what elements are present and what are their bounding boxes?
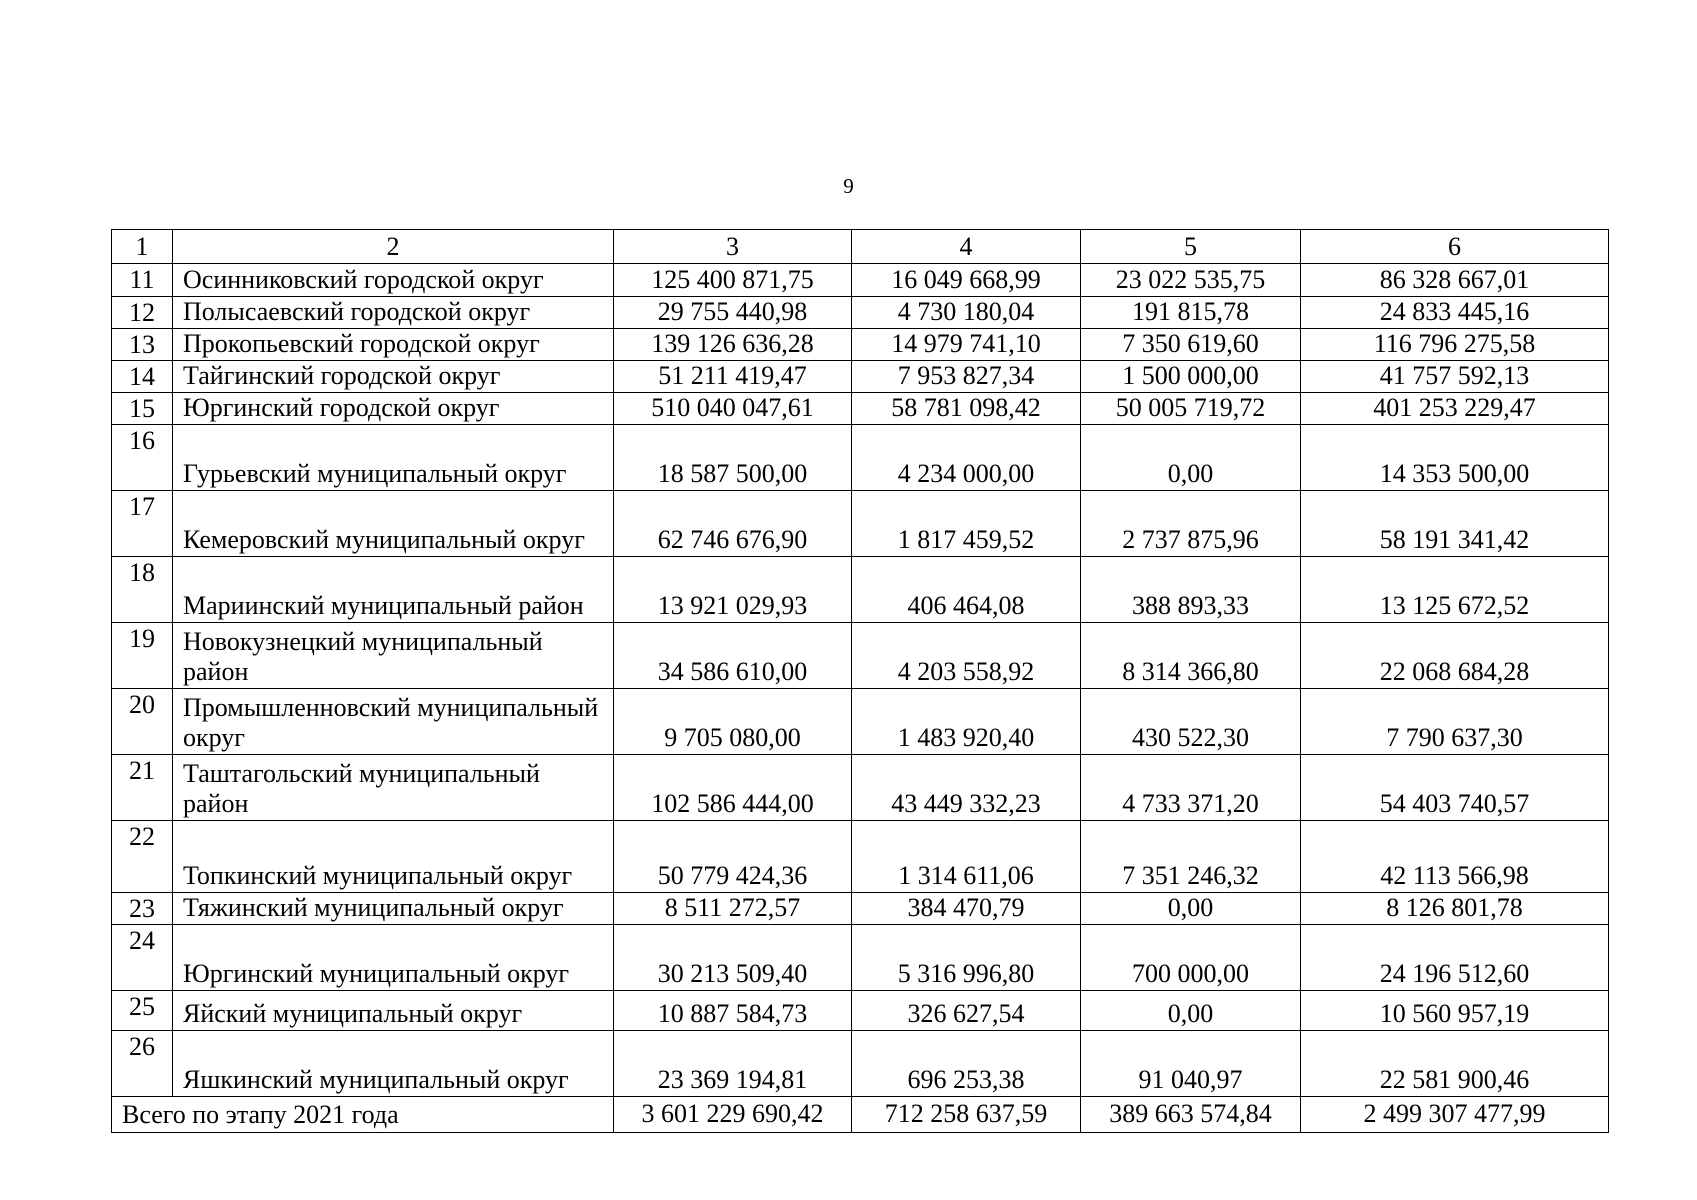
table-row [112, 557, 1609, 623]
table-body [112, 230, 1609, 1133]
value-col-4: 384 470,79 [852, 893, 1081, 925]
value-col-5: 4 733 371,20 [1081, 755, 1301, 821]
value-col-4: 326 627,54 [852, 991, 1081, 1031]
municipality-name: Юргинский муниципальный округ [173, 925, 614, 991]
value-col-3: 23 369 194,81 [614, 1031, 852, 1097]
table-row [112, 689, 1609, 755]
total-value-col-5: 389 663 574,84 [1081, 1097, 1301, 1133]
row-number: 18 [112, 557, 173, 623]
value-col-6: 58 191 341,42 [1301, 491, 1609, 557]
value-col-6: 14 353 500,00 [1301, 425, 1609, 491]
value-col-5: 0,00 [1081, 425, 1301, 491]
table-row [112, 361, 1609, 393]
row-number: 23 [112, 893, 173, 925]
municipality-name: Тяжинский муниципальный округ [173, 893, 614, 925]
value-col-3: 62 746 676,90 [614, 491, 852, 557]
value-col-4: 1 817 459,52 [852, 491, 1081, 557]
total-value-col-3: 3 601 229 690,42 [614, 1097, 852, 1133]
page-number: 9 [843, 174, 854, 198]
table-row [112, 329, 1609, 361]
header-row [112, 230, 1609, 264]
value-col-4: 5 316 996,80 [852, 925, 1081, 991]
value-col-5: 388 893,33 [1081, 557, 1301, 623]
value-col-3: 10 887 584,73 [614, 991, 852, 1031]
municipality-name: Топкинский муниципальный округ [173, 821, 614, 893]
header-cell-4: 4 [852, 230, 1081, 264]
row-number: 17 [112, 491, 173, 557]
value-col-5: 8 314 366,80 [1081, 623, 1301, 689]
row-number: 21 [112, 755, 173, 821]
municipality-name: Таштагольский муниципальный район [173, 755, 614, 821]
value-col-3: 18 587 500,00 [614, 425, 852, 491]
value-col-4: 1 483 920,40 [852, 689, 1081, 755]
value-col-4: 43 449 332,23 [852, 755, 1081, 821]
municipality-name: Яйский муниципальный округ [173, 991, 614, 1031]
value-col-4: 406 464,08 [852, 557, 1081, 623]
value-col-5: 430 522,30 [1081, 689, 1301, 755]
value-col-6: 42 113 566,98 [1301, 821, 1609, 893]
value-col-5: 0,00 [1081, 893, 1301, 925]
table-row [112, 264, 1609, 297]
row-number: 19 [112, 623, 173, 689]
value-col-4: 16 049 668,99 [852, 264, 1081, 297]
value-col-3: 510 040 047,61 [614, 393, 852, 425]
header-cell-2: 2 [173, 230, 614, 264]
municipality-name: Кемеровский муниципальный округ [173, 491, 614, 557]
row-number: 14 [112, 361, 173, 393]
value-col-5: 7 351 246,32 [1081, 821, 1301, 893]
row-number: 16 [112, 425, 173, 491]
table-row [112, 491, 1609, 557]
value-col-5: 23 022 535,75 [1081, 264, 1301, 297]
header-cell-6: 6 [1301, 230, 1609, 264]
value-col-6: 24 833 445,16 [1301, 297, 1609, 329]
value-col-3: 9 705 080,00 [614, 689, 852, 755]
value-col-3: 34 586 610,00 [614, 623, 852, 689]
municipality-name: Осинниковский городской округ [173, 264, 614, 297]
value-col-3: 51 211 419,47 [614, 361, 852, 393]
table-row [112, 755, 1609, 821]
municipality-name: Мариинский муниципальный район [173, 557, 614, 623]
value-col-3: 29 755 440,98 [614, 297, 852, 329]
budget-table [111, 229, 1609, 1133]
value-col-5: 700 000,00 [1081, 925, 1301, 991]
municipality-name: Новокузнецкий муниципальный район [173, 623, 614, 689]
value-col-6: 8 126 801,78 [1301, 893, 1609, 925]
value-col-6: 7 790 637,30 [1301, 689, 1609, 755]
municipality-name: Полысаевский городской округ [173, 297, 614, 329]
row-number: 15 [112, 393, 173, 425]
table-row [112, 991, 1609, 1031]
row-number: 26 [112, 1031, 173, 1097]
header-cell-1: 1 [112, 230, 173, 264]
municipality-name: Гурьевский муниципальный округ [173, 425, 614, 491]
value-col-4: 1 314 611,06 [852, 821, 1081, 893]
value-col-4: 14 979 741,10 [852, 329, 1081, 361]
value-col-4: 7 953 827,34 [852, 361, 1081, 393]
value-col-5: 50 005 719,72 [1081, 393, 1301, 425]
value-col-3: 13 921 029,93 [614, 557, 852, 623]
row-number: 11 [112, 264, 173, 297]
total-row [112, 1097, 1609, 1133]
value-col-6: 86 328 667,01 [1301, 264, 1609, 297]
value-col-6: 22 068 684,28 [1301, 623, 1609, 689]
table-row [112, 425, 1609, 491]
value-col-5: 1 500 000,00 [1081, 361, 1301, 393]
municipality-name: Промышленновский муниципальный округ [173, 689, 614, 755]
value-col-3: 139 126 636,28 [614, 329, 852, 361]
municipality-name: Тайгинский городской округ [173, 361, 614, 393]
value-col-4: 4 730 180,04 [852, 297, 1081, 329]
value-col-3: 50 779 424,36 [614, 821, 852, 893]
value-col-4: 58 781 098,42 [852, 393, 1081, 425]
row-number: 13 [112, 329, 173, 361]
municipality-name: Прокопьевский городской округ [173, 329, 614, 361]
value-col-6: 24 196 512,60 [1301, 925, 1609, 991]
total-value-col-4: 712 258 637,59 [852, 1097, 1081, 1133]
value-col-5: 7 350 619,60 [1081, 329, 1301, 361]
value-col-5: 91 040,97 [1081, 1031, 1301, 1097]
total-label: Всего по этапу 2021 года [112, 1097, 614, 1133]
table-row [112, 821, 1609, 893]
value-col-6: 116 796 275,58 [1301, 329, 1609, 361]
table-row [112, 297, 1609, 329]
total-value-col-6: 2 499 307 477,99 [1301, 1097, 1609, 1133]
table-row [112, 1031, 1609, 1097]
value-col-6: 41 757 592,13 [1301, 361, 1609, 393]
row-number: 24 [112, 925, 173, 991]
value-col-6: 10 560 957,19 [1301, 991, 1609, 1031]
value-col-5: 0,00 [1081, 991, 1301, 1031]
value-col-4: 4 203 558,92 [852, 623, 1081, 689]
value-col-6: 401 253 229,47 [1301, 393, 1609, 425]
row-number: 22 [112, 821, 173, 893]
value-col-3: 102 586 444,00 [614, 755, 852, 821]
value-col-5: 2 737 875,96 [1081, 491, 1301, 557]
value-col-6: 22 581 900,46 [1301, 1031, 1609, 1097]
table-row [112, 393, 1609, 425]
municipality-name: Юргинский городской округ [173, 393, 614, 425]
row-number: 25 [112, 991, 173, 1031]
value-col-3: 8 511 272,57 [614, 893, 852, 925]
municipality-name: Яшкинский муниципальный округ [173, 1031, 614, 1097]
table-row [112, 925, 1609, 991]
table-row [112, 623, 1609, 689]
header-cell-5: 5 [1081, 230, 1301, 264]
table-row [112, 893, 1609, 925]
value-col-6: 13 125 672,52 [1301, 557, 1609, 623]
value-col-4: 4 234 000,00 [852, 425, 1081, 491]
row-number: 20 [112, 689, 173, 755]
value-col-3: 125 400 871,75 [614, 264, 852, 297]
header-cell-3: 3 [614, 230, 852, 264]
value-col-6: 54 403 740,57 [1301, 755, 1609, 821]
value-col-4: 696 253,38 [852, 1031, 1081, 1097]
value-col-5: 191 815,78 [1081, 297, 1301, 329]
row-number: 12 [112, 297, 173, 329]
value-col-3: 30 213 509,40 [614, 925, 852, 991]
